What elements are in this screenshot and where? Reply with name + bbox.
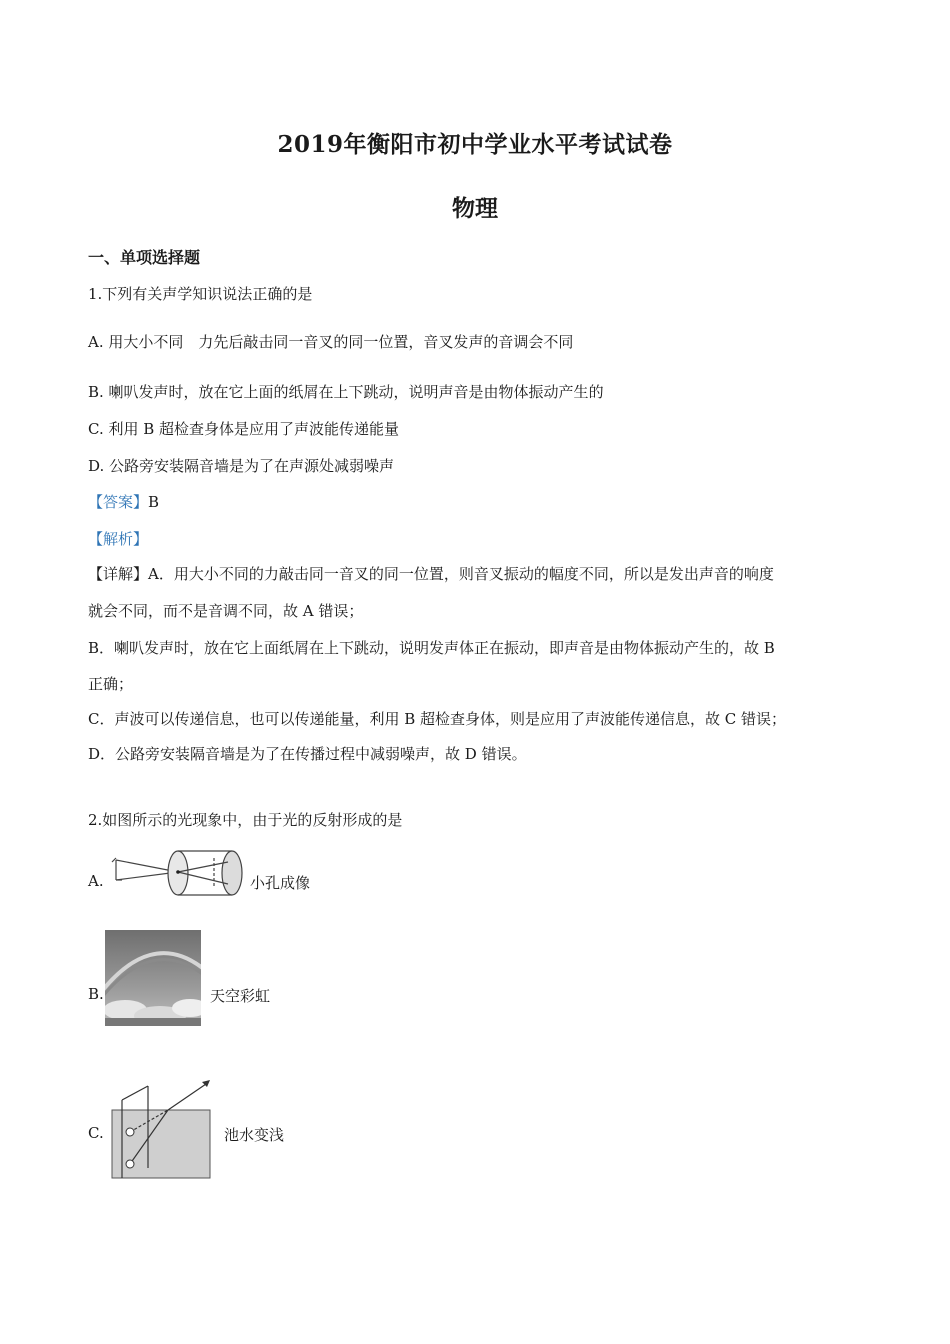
detail-line-2: B．喇叭发声时，放在它上面纸屑在上下跳动，说明发声体正在振动，即声音是由物体振动产生的，故 B: [88, 639, 775, 657]
page-title: 2019年衡阳市初中学业水平考试试卷: [277, 131, 673, 158]
detail-line-1: 【详解】A．用大小不同的力敲击同一音叉的同一位置，则音叉振动的幅度不同，所以是发出声音的响度: [88, 565, 774, 583]
q1-answer: [88, 491, 159, 512]
detail-line-4: D．公路旁安装隔音墙是为了在传播过程中减弱噪声，故 D 错误。: [88, 745, 527, 763]
q2-option-c-caption: 池水变浅: [224, 1126, 285, 1144]
q2-option-c-label: C.: [88, 1124, 104, 1142]
q2-stem: 2.如图所示的光现象中，由于光的反射形成的是: [88, 811, 403, 829]
rainbow-photo-figure: [105, 930, 201, 1026]
detail-line-1b: 就会不同，而不是音调不同，故 A 错误；: [88, 602, 364, 620]
section-heading: 一、单项选择题: [88, 248, 201, 267]
q2-option-b-label: B.: [88, 985, 104, 1003]
detail-line-2b: 正确；: [88, 675, 134, 693]
q1-option-a: A. 用大小不同 力先后敲击同一音叉的同一位置，音叉发声的音调会不同: [88, 333, 574, 351]
q2-option-a-label: A.: [88, 872, 104, 890]
detail-tag: 【详解】: [88, 565, 149, 583]
pool-water-figure: [108, 1078, 214, 1180]
analysis-tag: 【解析】: [88, 530, 149, 548]
q1-option-d: D. 公路旁安装隔音墙是为了在声源处减弱噪声: [88, 457, 395, 475]
detail-line-3: C．声波可以传递信息，也可以传递能量，利用 B 超检查身体，则是应用了声波能传递信息，故 C 错误；: [88, 710, 787, 728]
q1-stem: 1.下列有关声学知识说法正确的是: [88, 285, 313, 303]
answer-tag: 【答案】: [88, 493, 149, 511]
q1-option-c: C. 利用 B 超检查身体是应用了声波能传递能量: [88, 420, 400, 438]
pinhole-camera-figure: [110, 848, 245, 898]
q2-option-a-caption: 小孔成像: [250, 874, 311, 892]
q1-option-b: B. 喇叭发声时，放在它上面的纸屑在上下跳动，说明声音是由物体振动产生的: [88, 383, 604, 401]
answer-value: B: [148, 493, 160, 511]
page-subtitle: 物理: [452, 195, 498, 222]
q2-option-b-caption: 天空彩虹: [210, 987, 271, 1005]
